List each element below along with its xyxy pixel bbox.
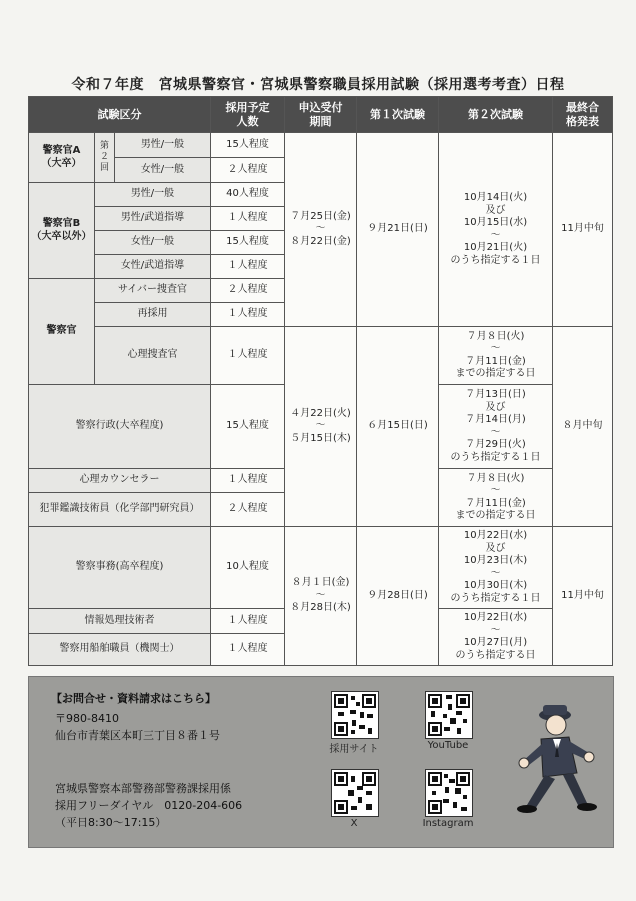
category-cell: 男性/一般 [115,133,211,158]
category-cell: 女性/武道指導 [95,255,211,279]
group-police-b: 警察官B （大卒以外） [29,183,95,279]
category-cell: 女性/一般 [115,158,211,183]
department: 宮城県警察本部警務部警務課採用係 [55,782,231,795]
count-cell: ２人程度 [211,279,285,303]
count-cell: １人程度 [211,469,285,493]
category-cell: 警察用船舶職員（機関士） [29,634,211,666]
first-exam-1: ９月21日(日) [357,133,439,327]
category-cell: 女性/一般 [95,231,211,255]
count-cell: 15人程度 [211,385,285,469]
count-cell: １人程度 [211,634,285,666]
contact-heading: 【お問合せ・資料請求はこちら】 [51,692,216,705]
count-cell: 40人程度 [211,183,285,207]
table-row [29,327,613,385]
final-result-2: ８月中旬 [553,327,613,527]
table-row [29,527,613,609]
header-final: 最終合 格発表 [553,97,613,133]
category-cell: 再採用 [95,303,211,327]
final-result-1: 11月中旬 [553,133,613,327]
header-first-exam: 第１次試験 [357,97,439,133]
second-exam-3b: 10月22日(水) ～ 10月27日(月) のうち指定する日 [439,609,553,666]
count-cell: １人程度 [211,255,285,279]
qr-label-youtube: YouTube [427,740,469,751]
category-cell: サイバー捜査官 [95,279,211,303]
second-exam-1: 10月14日(火) 及び 10月15日(水) ～ 10月21日(火) のうち指定する１日 [439,133,553,327]
application-period-2: ４月22日(火) ～ ５月15日(木) [285,327,357,527]
qr-label-instagram: Instagram [422,818,474,829]
first-exam-2: ６月15日(日) [357,327,439,527]
category-cell: 男性/一般 [95,183,211,207]
category-cell: 心理カウンセラー [29,469,211,493]
header-second-exam: 第２次試験 [439,97,553,133]
postal-code: 〒980-8410 [55,712,119,725]
count-cell: １人程度 [211,609,285,634]
count-cell: 15人程度 [211,133,285,158]
header-application: 申込受付 期間 [285,97,357,133]
final-result-3: 11月中旬 [553,527,613,666]
freedial: 採用フリーダイヤル 0120-204-606 [55,799,243,812]
second-exam-2c: ７月８日(火) ～ ７月11日(金) までの指定する日 [439,469,553,527]
qr-code-icon[interactable] [331,769,379,817]
page-title: 令和７年度 宮城県警察官・宮城県警察職員採用試験（採用選考考査）日程 [71,77,565,93]
schedule-table [28,96,613,666]
second-exam-3a: 10月22日(水) 及び 10月23日(木) ～ 10月30日(木) のうち指定する１日 [439,527,553,609]
category-cell: 心理捜査官 [95,327,211,385]
qr-code-icon[interactable] [425,691,473,739]
category-cell: 犯罪鑑識技術員（化学部門研究員） [29,493,211,527]
count-cell: １人程度 [211,303,285,327]
header-category: 試験区分 [29,97,211,133]
category-cell: 警察事務(高卒程度) [29,527,211,609]
header-row [29,97,613,133]
office-hours: （平日8:30～17:15） [55,816,167,829]
qr-label-x: X [350,818,358,829]
qr-code-icon[interactable] [331,691,379,739]
count-cell: １人程度 [211,207,285,231]
contact-panel [28,676,614,848]
header-planned: 採用予定 人数 [211,97,285,133]
category-cell: 男性/武道指導 [95,207,211,231]
application-period-1: ７月25日(金) ～ ８月22日(金) [285,133,357,327]
second-exam-2a: ７月８日(火) ～ ７月11日(金) までの指定する日 [439,327,553,385]
count-cell: ２人程度 [211,493,285,527]
first-exam-3: ９月28日(日) [357,527,439,666]
group-police-a: 警察官A （大卒） [29,133,95,183]
table-row [29,133,613,158]
count-cell: ２人程度 [211,158,285,183]
group-police: 警察官 [29,279,95,385]
count-cell: １人程度 [211,327,285,385]
qr-label-site: 採用サイト [329,744,379,755]
count-cell: 15人程度 [211,231,285,255]
category-cell: 情報処理技術者 [29,609,211,634]
address: 仙台市青葉区本町三丁目８番１号 [55,729,220,742]
round-label: 第 ２ 回 [95,133,115,183]
application-period-3: ８月１日(金) ～ ８月28日(木) [285,527,357,666]
count-cell: 10人程度 [211,527,285,609]
category-cell: 警察行政(大卒程度) [29,385,211,469]
qr-code-icon[interactable] [425,769,473,817]
running-officer-icon [507,695,607,835]
second-exam-2b: ７月13日(日) 及び ７月14日(月) ～ ７月29日(火) のうち指定する１日 [439,385,553,469]
